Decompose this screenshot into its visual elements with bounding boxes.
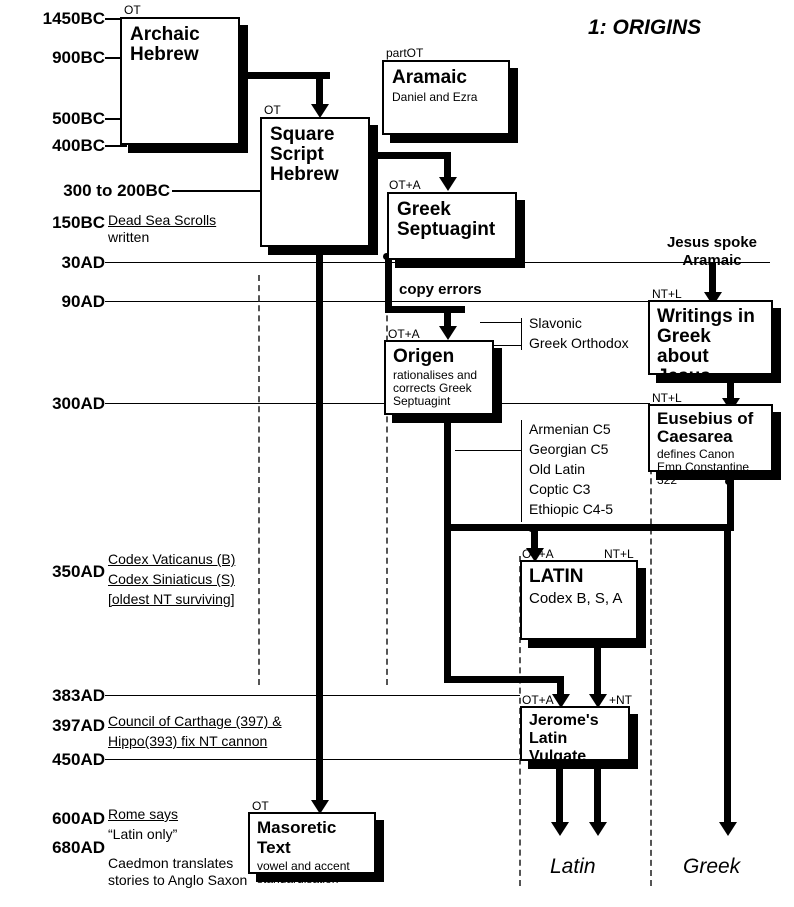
branch-item-georgian: Georgian C5 <box>529 441 609 457</box>
timeline-label-900bc: 900BC <box>52 48 105 67</box>
tag-latin-nt: NT+L <box>604 547 634 561</box>
tag-latin-ot: OT+A <box>522 547 554 561</box>
branch-item-greek-orthodox: Greek Orthodox <box>529 335 629 351</box>
timeline-label-1450bc: 1450BC <box>42 9 105 28</box>
arrow-jerome-latin-1 <box>551 822 569 836</box>
legend-latin: Latin <box>550 855 596 878</box>
note-codex-vaticanus: Codex Vaticanus (B) <box>108 551 236 567</box>
connector-origen-to-jerome <box>444 676 564 683</box>
note-codex-siniaticus: Codex Siniaticus (S) <box>108 571 235 587</box>
box-aramaic[interactable] <box>382 60 510 135</box>
arrow-jerome-latin-2 <box>589 822 607 836</box>
note-hippo: Hippo(393) fix NT cannon <box>108 733 268 749</box>
connector-origen-down <box>444 412 451 682</box>
page-title: 1: ORIGINS <box>588 16 702 39</box>
branch-item-armenian: Armenian C5 <box>529 421 611 437</box>
note-carthage: Council of Carthage (397) & <box>108 713 282 729</box>
box-sub-masoretic: vowel and accent standardisation <box>257 859 350 886</box>
timeline-label-397ad: 397AD <box>52 716 105 735</box>
box-title-eusebius: Eusebius of Caesarea <box>657 409 754 446</box>
box-eusebius[interactable] <box>648 404 773 487</box>
note-latin-only: “Latin only” <box>108 826 178 842</box>
box-sub-eusebius: defines Canon Emp Constantine 322 <box>657 447 750 487</box>
arrow-to-origen <box>439 326 457 340</box>
timeline-label-30ad: 30AD <box>61 253 105 272</box>
branch-line-connector <box>455 450 521 451</box>
timeline-label-383ad: 383AD <box>52 686 105 705</box>
timeline-label-450ad: 450AD <box>52 750 105 769</box>
branch-item-ethiopic: Ethiopic C4-5 <box>529 501 614 517</box>
legend-greek: Greek <box>683 855 741 878</box>
tag-masoretic: OT <box>252 799 269 813</box>
note-rome-says: Rome says <box>108 806 179 822</box>
tag-square-script: OT <box>264 103 281 117</box>
box-sub-origen: rationalises and corrects Greek Septuagint <box>393 368 478 408</box>
arrow-greek <box>719 822 737 836</box>
note-oldest-nt: [oldest NT surviving] <box>108 591 235 607</box>
box-title-writings-in-greek: Writings in Greek about Jesus <box>657 306 755 387</box>
connector-latin-to-jerome <box>594 648 601 698</box>
tag-writings: NT+L <box>652 287 682 301</box>
box-masoretic-text[interactable] <box>248 812 376 886</box>
box-greek-septuagint[interactable] <box>387 192 517 260</box>
junction-dot <box>528 525 535 532</box>
branch-list-mid <box>529 419 613 519</box>
connector-archaic-to-square-v <box>316 72 323 108</box>
box-title-masoretic: Masoretic Text <box>257 818 337 857</box>
arrow-to-septuagint <box>439 177 457 191</box>
timeline-label-90ad: 90AD <box>61 292 105 311</box>
connector-eusebius-down <box>727 480 734 528</box>
tag-jerome-ot: OT+A <box>522 693 554 707</box>
timeline-label-500bc: 500BC <box>52 109 105 128</box>
timeline-label-350ad: 350AD <box>52 562 105 581</box>
timeline-label-400bc: 400BC <box>52 136 105 155</box>
box-sub-latin: Codex B, S, A <box>529 590 623 607</box>
note-caedmon-2: stories to Anglo Saxon <box>108 872 248 888</box>
box-title-greek-septuagint: Greek Septuagint <box>397 199 496 240</box>
connector-septuagint-down <box>385 255 392 310</box>
branch-item-coptic: Coptic C3 <box>529 481 591 497</box>
lane-divider-hebrew <box>258 275 260 685</box>
tag-archaic-hebrew: OT <box>124 3 141 17</box>
tag-greek-septuagint: OT+A <box>389 178 421 192</box>
timeline-rule <box>105 403 650 404</box>
branch-line-mid <box>521 420 522 522</box>
timeline-rule <box>105 145 127 147</box>
box-archaic-hebrew[interactable] <box>120 17 240 145</box>
timeline-label-150bc: 150BC <box>52 213 105 232</box>
label-jesus-spoke-aramaic: Jesus spoke Aramaic <box>666 234 758 269</box>
timeline-label-680ad: 680AD <box>52 838 105 857</box>
connector-septuagint-to-origen <box>385 306 465 313</box>
box-title-aramaic: Aramaic <box>392 67 467 88</box>
branch-line-slavonic <box>480 322 522 323</box>
timeline-rule <box>105 695 520 696</box>
box-writings-in-greek[interactable] <box>648 300 773 387</box>
box-latin[interactable] <box>520 560 638 640</box>
note-dead-sea-scrolls-2: written <box>108 229 150 245</box>
connector-greek-down <box>724 764 731 826</box>
connector-jerome-down-1 <box>556 764 563 826</box>
note-caedmon: Caedmon translates <box>108 855 234 871</box>
box-title-square-script-hebrew: Square Script Hebrew <box>270 124 339 185</box>
connector-jerome-down-2 <box>594 764 601 826</box>
timeline-rule <box>172 190 260 192</box>
connector-square-to-masoretic <box>316 240 323 805</box>
box-origen[interactable] <box>384 340 494 415</box>
box-square-script-hebrew[interactable] <box>260 117 370 247</box>
connector-greek-column <box>724 528 731 766</box>
branch-item-old-latin: Old Latin <box>529 461 586 477</box>
connector-to-latin-horizontal <box>444 524 734 531</box>
branch-list-top <box>529 313 629 353</box>
note-dead-sea-scrolls: Dead Sea Scrolls <box>108 212 217 228</box>
tag-eusebius: NT+L <box>652 391 682 405</box>
box-title-origen: Origen <box>393 346 455 367</box>
lane-divider-greek <box>650 408 652 886</box>
box-title-jerome: Jerome's Latin Vulgate <box>529 712 599 765</box>
timeline-label-300-200bc: 300 to 200BC <box>63 181 170 200</box>
box-sub-aramaic: Daniel and Ezra <box>392 90 478 104</box>
label-copy-errors: copy errors <box>399 281 482 298</box>
branch-item-slavonic: Slavonic <box>529 315 582 331</box>
box-jerome[interactable] <box>520 706 630 765</box>
timeline-rule <box>105 759 520 760</box>
timeline-label-300ad: 300AD <box>52 394 105 413</box>
arrow-to-square-script <box>311 104 329 118</box>
tag-origen: OT+A <box>388 327 420 341</box>
box-title-archaic-hebrew: Archaic Hebrew <box>130 24 200 65</box>
timeline-label-600ad: 600AD <box>52 809 105 828</box>
box-title-latin: LATIN <box>529 566 584 587</box>
tag-aramaic: partOT <box>386 46 424 60</box>
tag-jerome-nt: +NT <box>609 693 633 707</box>
